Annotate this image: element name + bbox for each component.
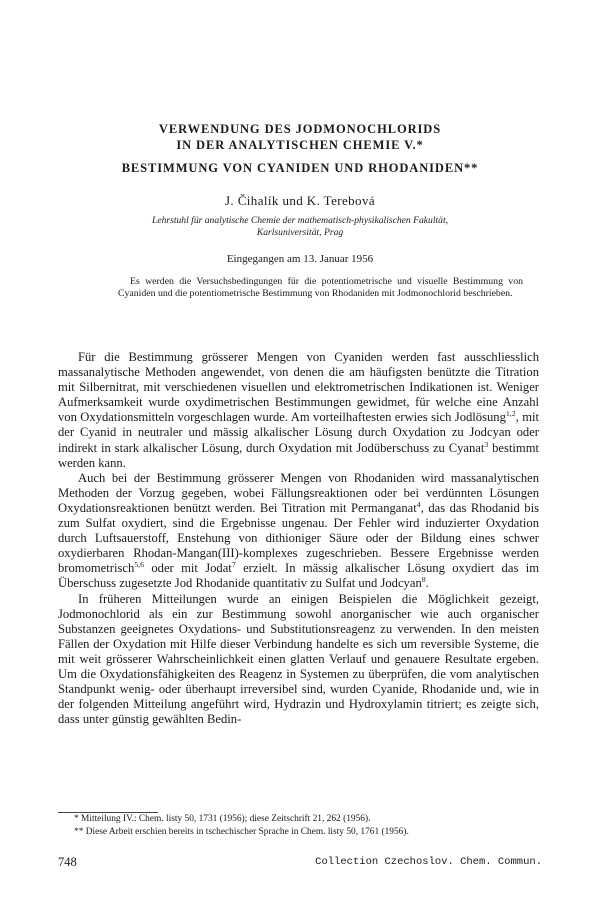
citation-ref: 7 (231, 560, 236, 570)
received-date: Eingegangen am 13. Januar 1956 (226, 253, 374, 265)
paragraph-1-text-c: bestimmt werden kann. (58, 440, 540, 470)
abstract: Es werden die Versuchsbedingungen für die potentiometrische und visuelle Bestimmung von Cyaniden und die potentiometrische Bestimmung von Rhodaniden mit Jodmonochlorid beschrieben. (118, 276, 523, 300)
title-line-1: VERWENDUNG DES JODMONOCHLORIDS (158, 122, 442, 136)
paragraph-2-text-d: erzielt. In mässig alkalischer Lösung oxydiert das im Überschuss zugesetzte Jod Rhodanide quantitativ zu Sulfat und Jodcyan (58, 561, 539, 591)
paragraph-2 (58, 471, 539, 592)
article-title (60, 121, 540, 176)
citation-ref: 1,2 (505, 409, 516, 419)
citation-ref: 4 (416, 499, 421, 509)
paragraph-2-text-e: . (425, 576, 429, 591)
affiliation-line-2: Karlsuniversität, Prag (256, 227, 344, 238)
paragraph-3: In früheren Mitteilungen wurde an einigen Beispielen die Möglichkeit gezeigt, Jodmonochlorid als ein zur Bestimmung sowohl anorganischer wie auch organischer Substanzen geeignetes Oxydations- und Substitutionsreagenz zu verwenden. In den meisten Fällen der Oxydation mit Hilfe dieser Verbindung handelte es sich um reversible Systeme, die mit weit grösserer Wahrscheinlichkeit einen glatten Verlauf und genauere Resultate ergeben. Um die Oxydationsfähigkeiten des Reagenz in Systemen zu überprüfen, die vom analytischen Standpunkt wenig- oder überhaupt irreversibel sind, wurden Cyanide, Rhodanide und, wie in der folgenden Mitteilung angeführt wird, Hydrazin und Hydroxylamin titriert; es zeigte sich, dass unter günstig gewählten Bedin- (58, 591, 539, 727)
citation-ref: 3 (484, 439, 489, 449)
paragraph-1-text-a: Für die Bestimmung grösserer Mengen von Cyaniden werden fast ausschliesslich massanalytische Methoden angewendet, von denen die am häufigsten benützte die Titration mit Silbernitrat, mit verschiedenen visuellen und elektrometrischen Indikationen ist. Weniger Aufmerksamkeit wurde oxydimetrischen Bestimmungen gewidmet, für welche eine Anzahl von Oxydationsmitteln vorgeschlagen wurde. Am vorteilhaftesten erwies sich Jodlösung (58, 350, 539, 425)
journal-name: Collection Czechoslov. Chem. Commun. (315, 856, 542, 868)
footnote-1: * Mitteilung IV.: Chem. listy 50, 1731 (1956); diese Zeitschrift 21, 262 (1956). (74, 814, 371, 824)
citation-ref: 5,6 (134, 560, 144, 570)
paragraph-1-text-b: , mit der Cyanid in neutraler und mässig alkalischer Lösung durch Oxydation zu Jodcyan oder indirekt in stark alkalischer Lösung, durch Oxydation mit Jodüberschuss zu Cyanat (58, 410, 540, 455)
paragraph-2-text-c: oder mit Jodat (144, 561, 232, 576)
authors: J. Čihalík und K. Terebová (224, 193, 376, 208)
page-number: 748 (58, 855, 77, 869)
title-line-2: IN DER ANALYTISCHEN CHEMIE V.* (176, 138, 424, 152)
body-text (58, 350, 539, 727)
footnotes (58, 813, 539, 838)
affiliation (90, 215, 510, 239)
paragraph-2-text-a: Auch bei der Bestimmung grösserer Mengen von Rhodaniden wird massanalytischen Methoden der Vorzug gegeben, wobei Fällungsreaktionen oder bei verdünnten Lösungen Oxydationsreaktionen benützt werden. Bei Titration mit Permanganat (58, 470, 539, 515)
footnote-2: ** Diese Arbeit erschien bereits in tschechischer Sprache in Chem. listy 50, 1761 (1956). (74, 826, 409, 837)
affiliation-line-1: Lehrstuhl für analytische Chemie der mathematisch-physikalischen Fakultät, (151, 215, 449, 226)
paragraph-1 (58, 350, 539, 471)
paragraph-2-text-b: , das das Rhodanid bis zum Sulfat oxydiert, sind die Ergebnisse ungenau. Der Fehler wird induzierter Oxydation durch Luftsauerstoff, Enstehung von dithioniger Säure oder der Bildung eines schwer oxydierbaren Rhodan-Mangan(III)-komplexes zugeschrieben. Bessere Ergebnisse werden bromometrisch (58, 500, 539, 576)
citation-ref: 8 (421, 575, 426, 585)
title-line-3: BESTIMMUNG VON CYANIDEN UND RHODANIDEN** (121, 161, 479, 175)
